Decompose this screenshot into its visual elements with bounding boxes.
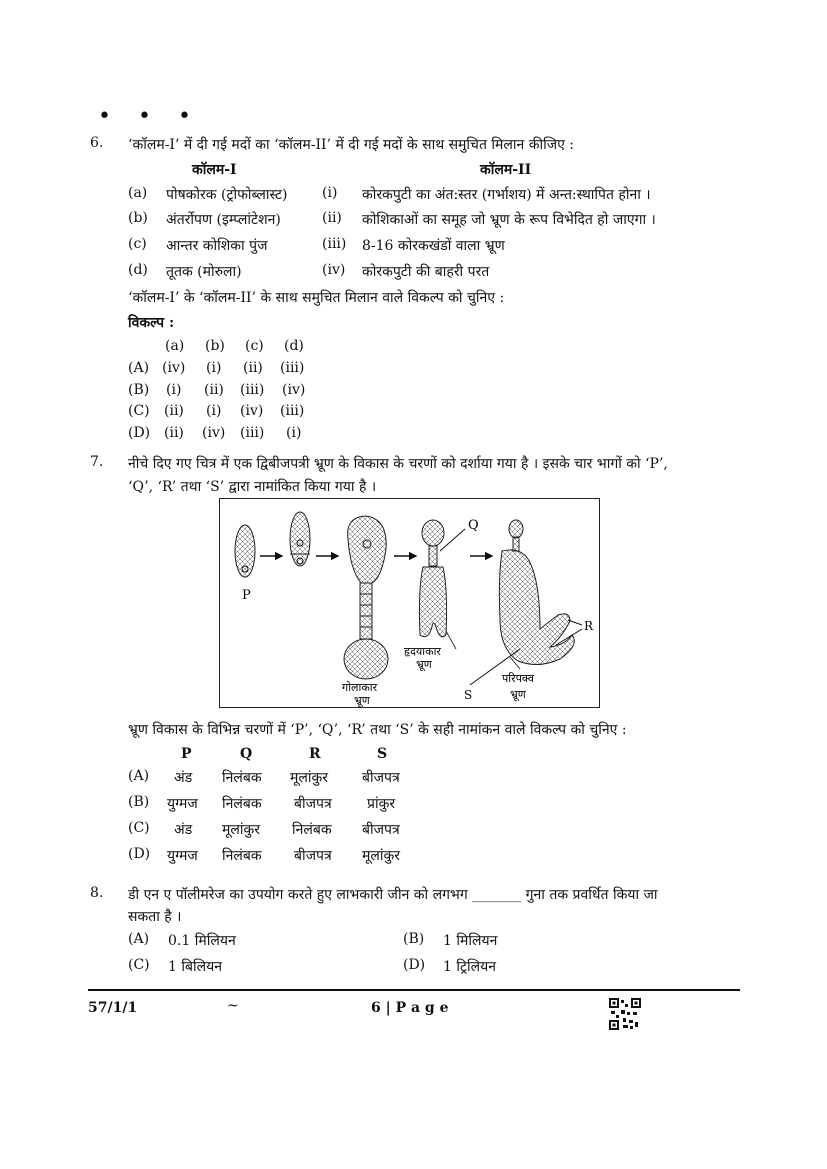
qr-code-icon	[609, 998, 641, 1030]
q7-option-D-P: युग्मज	[167, 848, 198, 864]
q6-option-A-c: (ii)	[243, 360, 263, 376]
q6-option-C-a: (ii)	[164, 403, 184, 419]
zygote-shape	[235, 525, 255, 577]
q7-text-line2: ‘Q’, ‘R’ तथा ‘S’ द्वारा नामांकित किया गया है ।	[128, 479, 377, 495]
q8-number: 8.	[90, 885, 104, 901]
q6-row-b-col2: कोशिकाओं का समूह जो भ्रूण के रूप विभेदित हो जाएगा ।	[362, 212, 656, 228]
q7-option-D-Q: निलंबक	[222, 848, 262, 864]
q6-row-c-key: (c)	[128, 236, 147, 252]
q7-header-R: R	[309, 746, 321, 762]
q6-row-a-col1: पोषकोरक (ट्रोफोब्लास्ट)	[166, 187, 288, 203]
q7-option-A-S: बीजपत्र	[362, 770, 400, 786]
label-Q: Q	[468, 518, 479, 533]
globular-embryo	[344, 639, 388, 679]
mature-basal-cell	[509, 520, 523, 538]
q6-option-A-key[interactable]: (A)	[128, 360, 150, 376]
q7-option-C-P: अंड	[174, 822, 193, 838]
q7-option-C-S: बीजपत्र	[362, 822, 400, 838]
label-line-R1	[568, 620, 582, 625]
q6-header-c: (c)	[245, 338, 264, 354]
q7-option-A-P: अंड	[174, 770, 193, 786]
q6-option-D-d: (i)	[286, 425, 302, 441]
q7-number: 7.	[90, 454, 104, 470]
label-mature-1: परिपक्व	[502, 672, 534, 685]
q6-row-d-key: (d)	[128, 262, 148, 278]
q6-row-d-col2: कोरकपुटी की बाहरी परत	[362, 264, 490, 280]
q7-text-line1: नीचे दिए गए चित्र में एक द्विबीजपत्री भ्रूण के विकास के चरणों को दर्शाया गया है । इसके चार भागों को ‘P’,	[128, 456, 668, 472]
q6-row-d-col1: तूतक (मोरुला)	[166, 264, 242, 280]
q7-option-D-R: बीजपत्र	[294, 848, 332, 864]
q7-option-C-key[interactable]: (C)	[128, 820, 150, 836]
q6-row-d-num: (iv)	[322, 262, 346, 278]
q8-option-A-value: 0.1 मिलियन	[168, 933, 236, 949]
q6-row-c-col2: 8-16 कोरकखंडों वाला भ्रूण	[362, 238, 505, 254]
embryo-development-figure	[219, 498, 600, 708]
q6-option-B-key[interactable]: (B)	[128, 382, 150, 398]
q6-option-C-b: (i)	[206, 403, 222, 419]
q6-col1-heading: कॉलम-I	[192, 162, 237, 178]
q6-option-B-c: (iii)	[240, 382, 265, 398]
q8-text-line1: डी एन ए पॉलीमरेज का उपयोग करते हुए लाभकारी जीन को लगभग _______ गुना तक प्रवर्धित किया जा	[128, 887, 658, 903]
q8-option-C-value: 1 बिलियन	[168, 959, 222, 975]
q7-option-B-S: प्रांकुर	[367, 796, 396, 812]
suspensor-basal-cell	[348, 516, 387, 583]
q6-option-C-key[interactable]: (C)	[128, 403, 150, 419]
q6-option-D-key[interactable]: (D)	[128, 425, 151, 441]
q8-option-B-key[interactable]: (B)	[403, 931, 425, 947]
q7-header-Q: Q	[240, 746, 253, 762]
q6-row-a-key: (a)	[128, 185, 148, 201]
q7-choose-instruction: भ्रूण विकास के विभिन्न चरणों में ‘P’, ‘Q’, ‘R’ तथा ‘S’ के सही नामांकन वाले विकल्प को चुनिए :	[128, 722, 627, 738]
q7-option-A-R: मूलांकुर	[290, 770, 328, 786]
label-heart-1: हृदयाकार	[404, 645, 441, 658]
footer-divider	[88, 989, 740, 991]
label-P: P	[242, 588, 251, 603]
q6-row-c-col1: आन्तर कोशिका पुंज	[166, 238, 268, 254]
q7-option-D-key[interactable]: (D)	[128, 846, 151, 862]
q6-option-D-b: (iv)	[202, 425, 226, 441]
q8-option-D-key[interactable]: (D)	[403, 957, 426, 973]
q8-option-C-key[interactable]: (C)	[128, 957, 150, 973]
q6-row-c-num: (iii)	[322, 236, 347, 252]
q6-option-A-b: (i)	[206, 360, 222, 376]
footer-tilde: ~	[227, 998, 239, 1014]
q7-option-C-Q: मूलांकुर	[222, 822, 260, 838]
heart-stage-suspensor	[429, 546, 437, 566]
q7-option-B-P: युग्मज	[167, 796, 198, 812]
q6-options-label: विकल्प :	[128, 315, 175, 331]
embryo-diagram	[220, 499, 599, 707]
heart-shaped-embryo	[419, 567, 446, 637]
decorative-dots: • • •	[98, 104, 201, 129]
q7-option-A-Q: निलंबक	[222, 770, 262, 786]
label-mature-2: भ्रूण	[510, 688, 526, 701]
q6-option-B-b: (ii)	[204, 382, 224, 398]
q6-row-a-col2: कोरकपुटी का अंत:स्तर (गर्भाशय) में अन्त:स्थापित होना ।	[362, 187, 651, 203]
page-number: 6 | P a g e	[371, 1000, 449, 1016]
q6-option-B-d: (iv)	[282, 382, 306, 398]
q6-row-b-key: (b)	[128, 210, 148, 226]
q7-option-B-Q: निलंबक	[222, 796, 262, 812]
q6-option-A-a: (iv)	[162, 360, 186, 376]
mature-embryo	[499, 550, 574, 665]
q7-header-P: P	[181, 746, 192, 762]
q6-option-D-a: (ii)	[164, 425, 184, 441]
label-S: S	[464, 688, 473, 702]
q7-option-A-key[interactable]: (A)	[128, 768, 150, 784]
label-heart-2: भ्रूण	[416, 658, 432, 671]
q6-choose-instruction: ‘कॉलम-I’ के ‘कॉलम-II’ के साथ समुचित मिलान वाले विकल्प को चुनिए :	[128, 290, 505, 306]
q7-option-C-R: निलंबक	[292, 822, 332, 838]
q8-text-line2: सकता है ।	[128, 909, 182, 925]
q6-col2-heading: कॉलम-II	[480, 162, 532, 178]
q7-option-B-R: बीजपत्र	[294, 796, 332, 812]
label-globular-1: गोलाकार	[342, 681, 378, 694]
q7-option-D-S: मूलांकुर	[362, 848, 400, 864]
q6-text: ‘कॉलम-I’ में दी गई मदों का ‘कॉलम-II’ में दी गई मदों के साथ समुचित मिलान कीजिए :	[128, 137, 575, 153]
heart-stage-basal-cell	[422, 520, 444, 546]
q6-option-D-c: (iii)	[240, 425, 265, 441]
q6-option-C-d: (iii)	[280, 403, 305, 419]
q8-option-A-key[interactable]: (A)	[128, 931, 150, 947]
q6-row-b-col1: अंतर्रोपण (इम्प्लांटेशन)	[166, 212, 281, 228]
q6-header-b: (b)	[205, 338, 225, 354]
q6-row-b-num: (ii)	[322, 210, 342, 226]
label-line-heart	[446, 631, 456, 649]
q6-header-d: (d)	[284, 338, 304, 354]
q8-option-D-value: 1 ट्रिलियन	[443, 959, 497, 975]
q6-option-B-a: (i)	[166, 382, 182, 398]
q6-option-A-d: (iii)	[280, 360, 305, 376]
q6-option-C-c: (iv)	[240, 403, 264, 419]
label-globular-2: भ्रूण	[354, 694, 370, 707]
label-R: R	[584, 619, 594, 633]
q6-number: 6.	[90, 135, 104, 151]
suspensor-chain	[360, 583, 372, 639]
q7-header-S: S	[377, 746, 388, 762]
q6-row-a-num: (i)	[322, 185, 338, 201]
q6-header-a: (a)	[165, 338, 185, 354]
paper-code: 57/1/1	[88, 1000, 138, 1016]
q7-option-B-key[interactable]: (B)	[128, 794, 150, 810]
q8-option-B-value: 1 मिलियन	[443, 933, 498, 949]
